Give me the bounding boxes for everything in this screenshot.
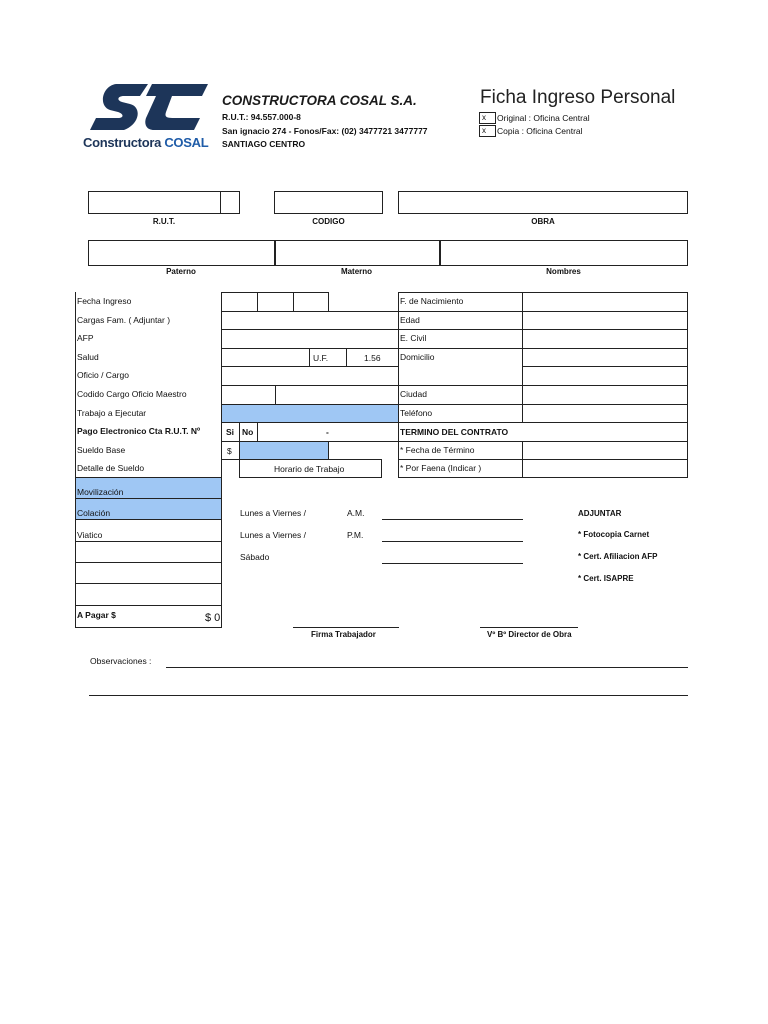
oficio-cell[interactable] xyxy=(221,366,399,386)
pago-no-label: No xyxy=(242,427,254,437)
domicilio-cell-1[interactable] xyxy=(522,348,688,367)
detalle-label: Detalle de Sueldo xyxy=(77,463,145,473)
nacimiento-label: F. de Nacimiento xyxy=(400,296,464,306)
name-divider-1 xyxy=(274,240,276,266)
fecha-ingreso-month[interactable] xyxy=(257,292,294,312)
rut-input[interactable] xyxy=(90,193,218,212)
horario-sabado: Sábado xyxy=(240,552,270,562)
afp-label: AFP xyxy=(77,333,94,343)
form-title: Ficha Ingreso Personal xyxy=(480,87,676,108)
sueldo-currency: $ xyxy=(227,446,232,456)
firma-director-line[interactable] xyxy=(480,627,578,628)
termino-label: TERMINO DEL CONTRATO xyxy=(400,427,509,437)
civil-label: E. Civil xyxy=(400,333,427,343)
salud-cell[interactable] xyxy=(221,348,310,367)
edad-label: Edad xyxy=(400,315,420,325)
a-pagar-label: A Pagar $ xyxy=(77,610,116,620)
pm-line[interactable] xyxy=(382,541,523,542)
movilizacion-label: Movilización xyxy=(77,487,124,497)
nacimiento-cell[interactable] xyxy=(522,292,688,312)
adjuntar-item-isapre: * Cert. ISAPRE xyxy=(578,574,634,583)
codigo-cargo-label: Codido Cargo Oficio Maestro xyxy=(77,389,187,399)
codigo-input[interactable] xyxy=(276,193,381,212)
copia-checkbox[interactable]: x xyxy=(479,125,496,137)
trabajo-cell[interactable] xyxy=(221,404,399,423)
faena-label: * Por Faena (Indicar ) xyxy=(400,463,482,473)
firma-director-label: Vº Bº Director de Obra xyxy=(487,630,572,639)
adjuntar-item-carnet: * Fotocopia Carnet xyxy=(578,530,650,539)
extra-row-2[interactable] xyxy=(75,562,222,584)
domicilio-label: Domicilio xyxy=(400,352,435,362)
copia-label: Copia : Oficina Central xyxy=(497,126,583,136)
rut-divider xyxy=(220,191,221,214)
fecha-ingreso-label: Fecha Ingreso xyxy=(77,296,132,306)
observaciones-label: Observaciones : xyxy=(90,656,152,666)
faena-cell[interactable] xyxy=(522,459,688,478)
fecha-ingreso-year[interactable] xyxy=(293,292,329,312)
fecha-termino-cell[interactable] xyxy=(522,441,688,460)
fecha-termino-label: * Fecha de Término xyxy=(400,445,475,455)
name-divider-2 xyxy=(439,240,441,266)
telefono-label: Teléfono xyxy=(400,408,433,418)
materno-label: Materno xyxy=(340,267,373,276)
ciudad-label: Ciudad xyxy=(400,389,427,399)
observaciones-line-1[interactable] xyxy=(166,667,688,668)
horario-pm: P.M. xyxy=(347,530,364,540)
company-address: San ignacio 274 - Fonos/Fax: (02) 3477721 3477777 xyxy=(222,126,428,136)
edad-cell[interactable] xyxy=(522,311,688,330)
codigo-cargo-cell-1[interactable] xyxy=(221,385,276,405)
nombres-input[interactable] xyxy=(442,242,686,264)
ciudad-cell[interactable] xyxy=(522,385,688,405)
sueldo-base-label: Sueldo Base xyxy=(77,445,126,455)
horario-lv1: Lunes a Viernes / xyxy=(240,508,306,518)
horario-lv2: Lunes a Viernes / xyxy=(240,530,306,540)
trabajo-label: Trabajo a Ejecutar xyxy=(77,408,147,418)
a-pagar-value: $ 0 xyxy=(205,612,221,624)
firma-trabajador-line[interactable] xyxy=(293,627,399,628)
company-city: SANTIAGO CENTRO xyxy=(222,139,306,149)
extra-row-1[interactable] xyxy=(75,541,222,563)
original-checkbox[interactable]: x xyxy=(479,112,496,124)
viatico-label: Viatico xyxy=(77,530,103,540)
observaciones-line-2[interactable] xyxy=(89,695,688,696)
firma-trabajador-label: Firma Trabajador xyxy=(311,630,376,639)
original-label: Original : Oficina Central xyxy=(497,113,590,123)
materno-input[interactable] xyxy=(277,242,437,264)
extra-row-3[interactable] xyxy=(75,583,222,606)
am-line[interactable] xyxy=(382,519,523,520)
codigo-cargo-cell-2[interactable] xyxy=(275,385,399,405)
paterno-label: Paterno xyxy=(166,267,196,276)
pago-dash: - xyxy=(326,427,329,437)
fecha-ingreso-day[interactable] xyxy=(221,292,258,312)
civil-cell[interactable] xyxy=(522,329,688,349)
codigo-label: CODIGO xyxy=(312,217,345,226)
afp-cell[interactable] xyxy=(221,329,399,349)
colacion-label: Colación xyxy=(77,508,111,518)
obra-label: OBRA xyxy=(531,217,555,226)
cargas-cell[interactable] xyxy=(221,311,399,330)
pago-label: Pago Electronico Cta R.U.T. Nº xyxy=(77,426,201,436)
domicilio-cell-2[interactable] xyxy=(522,366,688,386)
salud-uf-label: U.F. xyxy=(313,353,329,363)
logo-word-cosal: COSAL xyxy=(164,135,209,150)
logo-wordmark xyxy=(83,136,208,149)
sueldo-base-cell[interactable] xyxy=(239,441,329,460)
logo-word-constructora: Constructora xyxy=(83,135,162,150)
rut-label: R.U.T. xyxy=(152,217,176,226)
nombres-label: Nombres xyxy=(546,267,581,276)
telefono-cell[interactable] xyxy=(522,404,688,423)
company-name: CONSTRUCTORA COSAL S.A. xyxy=(222,93,417,108)
adjuntar-item-afp: * Cert. Afiliacion AFP xyxy=(578,552,658,561)
company-rut: R.U.T.: 94.557.000-8 xyxy=(222,112,301,122)
sabado-line[interactable] xyxy=(382,563,523,564)
salud-label: Salud xyxy=(77,352,99,362)
rut-dv-input[interactable] xyxy=(222,193,238,212)
adjuntar-title: ADJUNTAR xyxy=(578,509,622,518)
cargas-label: Cargas Fam. ( Adjuntar ) xyxy=(77,315,171,325)
horario-header: Horario de Trabajo xyxy=(274,464,345,474)
obra-input[interactable] xyxy=(400,193,686,212)
paterno-input[interactable] xyxy=(90,242,272,264)
pago-si-label: Si xyxy=(226,427,235,437)
oficio-label: Oficio / Cargo xyxy=(77,370,129,380)
horario-am: A.M. xyxy=(347,508,365,518)
salud-uf-value: 1.56 xyxy=(364,353,381,363)
